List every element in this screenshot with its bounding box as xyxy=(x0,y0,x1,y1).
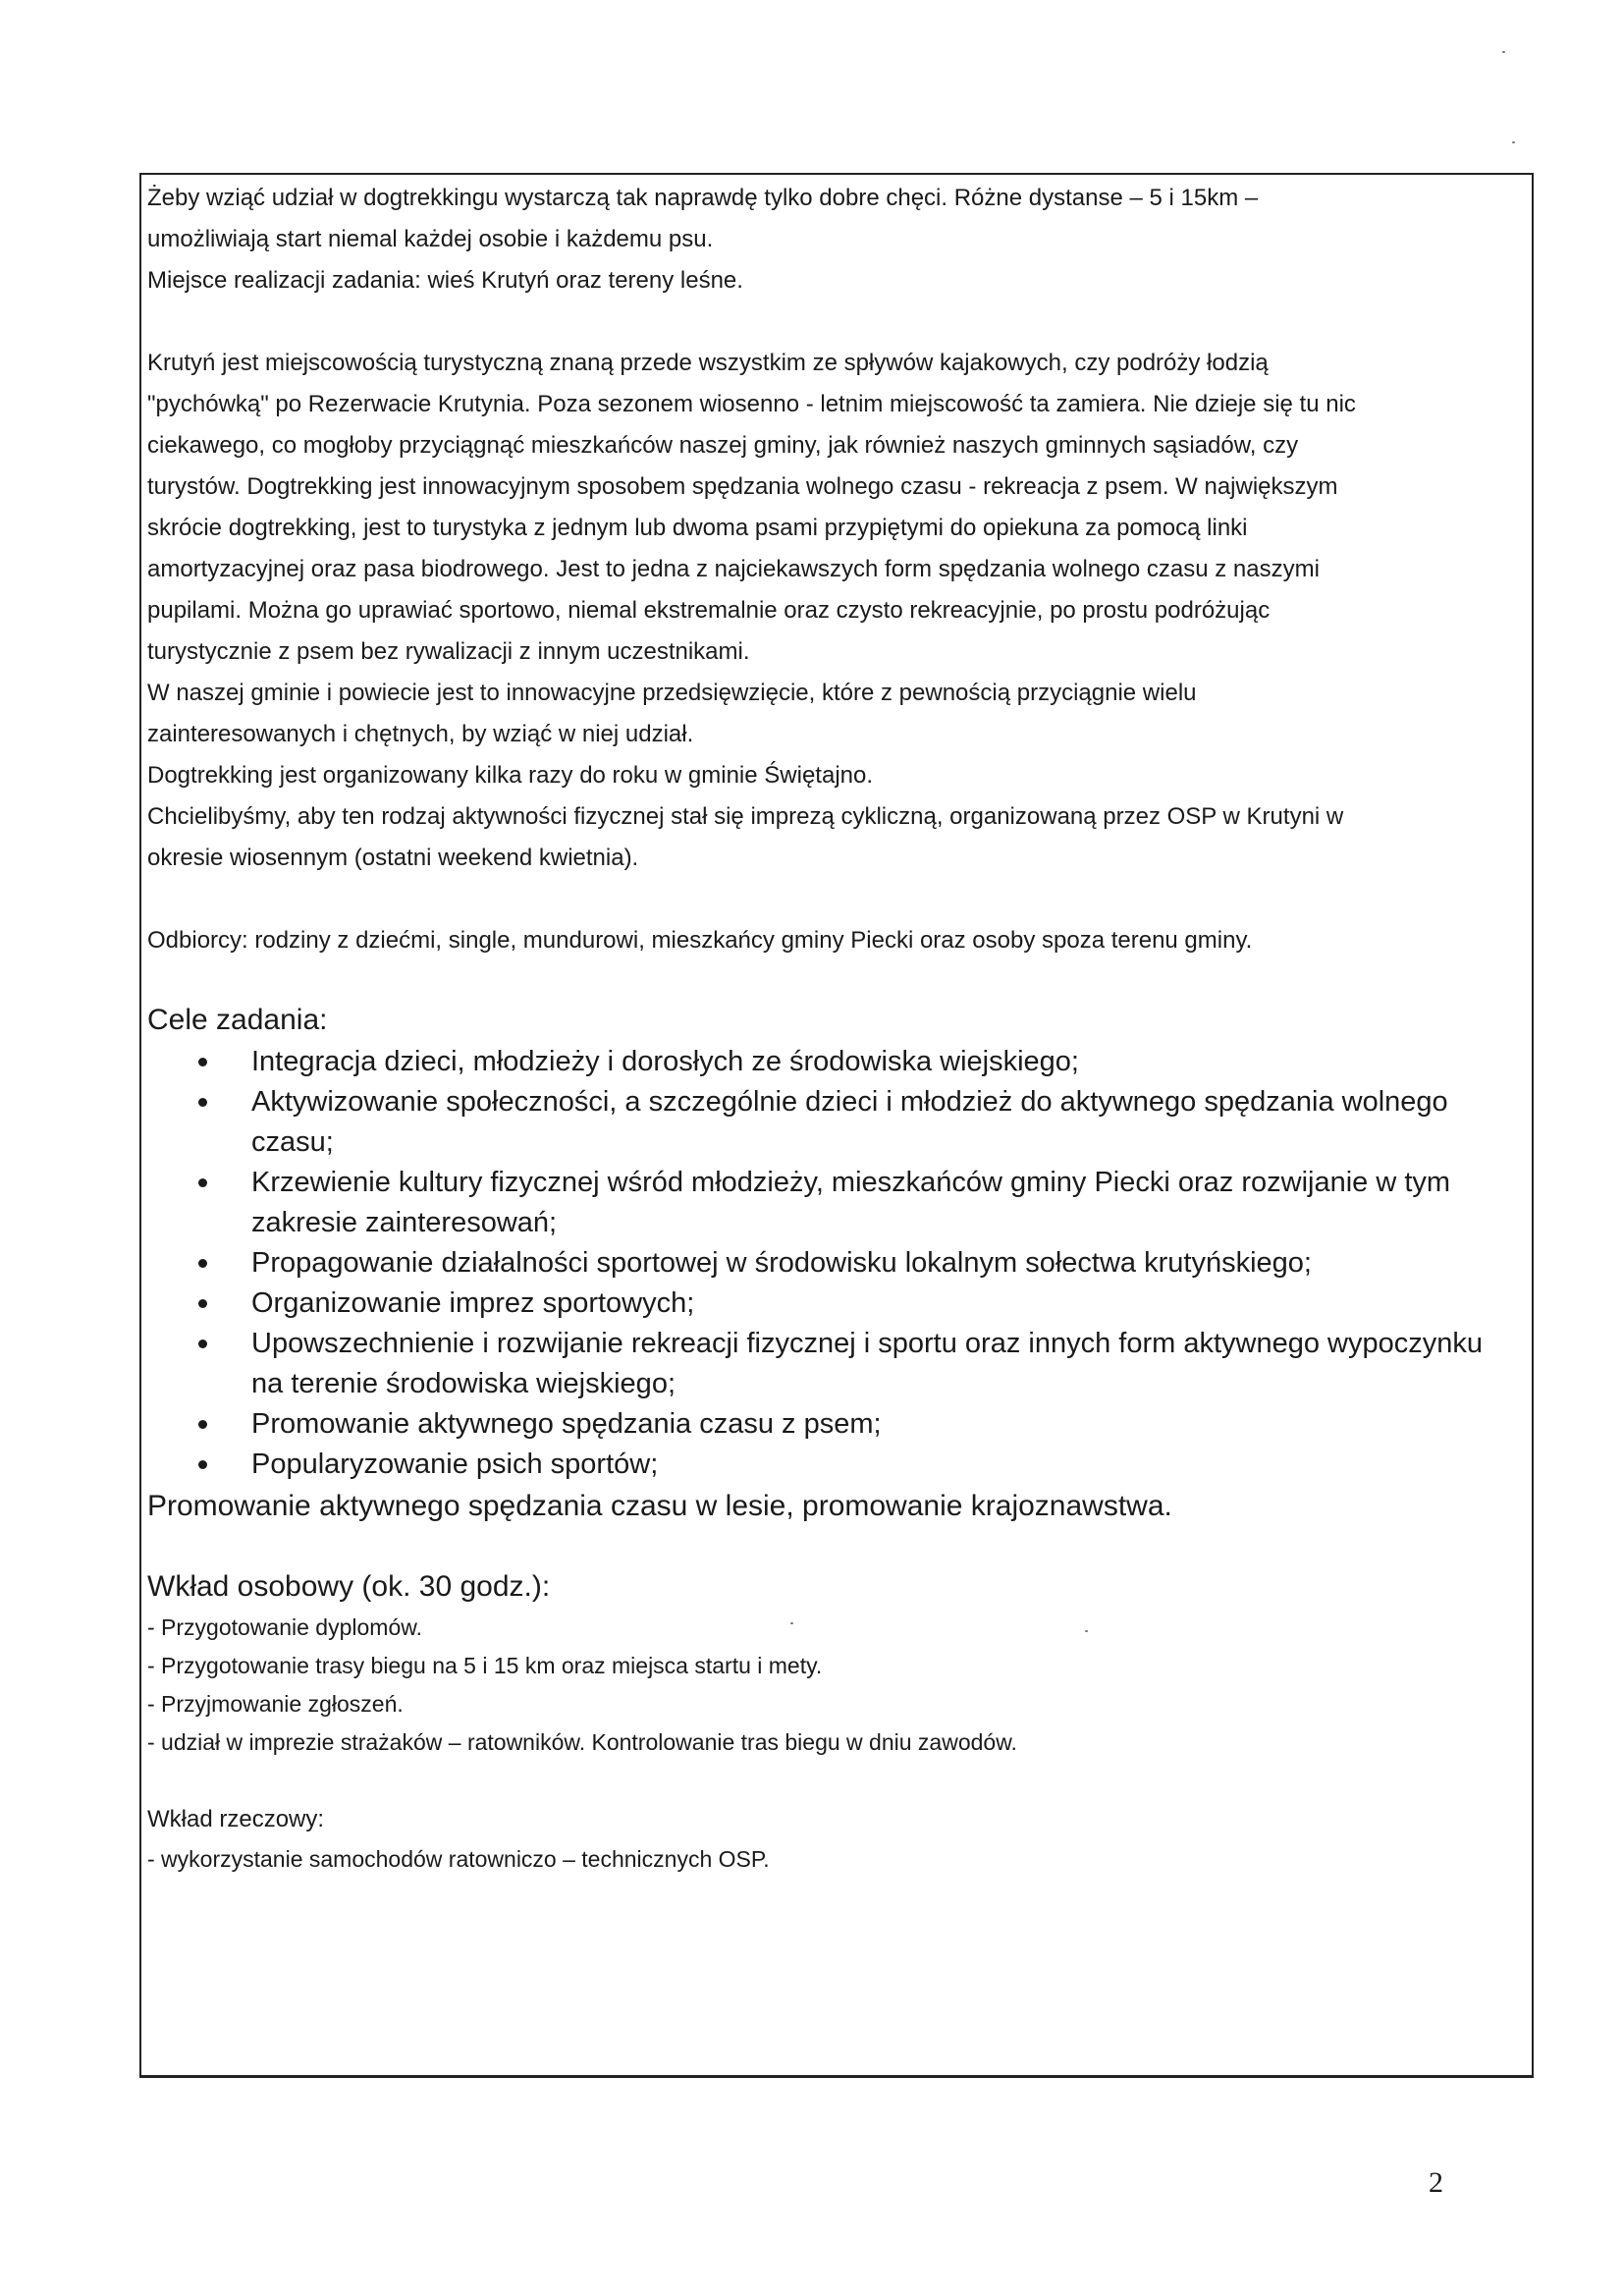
list-item: Krzewienie kultury fizycznej wśród młodzieży, mieszkańców gminy Piecki oraz rozwijanie w tym zakresie zainteresowań; xyxy=(198,1163,1528,1243)
text-line: ciekawego, co mogłoby przyciągnąć mieszkańców naszej gminy, jak również naszych gminnych sąsiadów, czy xyxy=(147,432,1299,459)
text-line: "pychówką" po Rezerwacie Krutynia. Poza sezonem wiosenno - letnim miejscowość ta zamiera. Nie dzieje się tu nic xyxy=(147,391,1356,417)
list-item: - udział w imprezie strażaków – ratowników. Kontrolowanie tras biegu w dniu zawodów. xyxy=(147,1729,1017,1755)
description-paragraph xyxy=(147,343,1534,879)
goals-list xyxy=(147,1042,1534,1485)
list-item: - wykorzystanie samochodów ratowniczo – technicznych OSP. xyxy=(147,1846,770,1872)
text-line: W naszej gminie i powiecie jest to innowacyjne przedsięwzięcie, które z pewnością przyciągnie wielu xyxy=(147,680,1197,706)
recipients-line: Odbiorcy: rodziny z dziećmi, single, mundurowi, mieszkańcy gminy Piecki oraz osoby spoza terenu gminy. xyxy=(147,927,1253,954)
list-item: Propagowanie działalności sportowej w środowisku lokalnym sołectwa krutyńskiego; xyxy=(198,1243,1528,1284)
list-item: Upowszechnienie i rozwijanie rekreacji fizycznej i sportu oraz innych form aktywnego wypoczynku na terenie środowiska wiejskiego; xyxy=(198,1324,1528,1404)
goals-heading: Cele zadania: xyxy=(147,1004,328,1036)
document-body xyxy=(141,175,1534,1879)
text-line: Miejsce realizacji zadania: wieś Krutyń oraz tereny leśne. xyxy=(147,267,743,294)
text-line: turystów. Dogtrekking jest innowacyjnym sposobem spędzania wolnego czasu - rekreacja z psem. W największym xyxy=(147,473,1338,500)
text-line: zainteresowanych i chętnych, by wziąć w niej udział. xyxy=(147,721,694,747)
list-item: - Przygotowanie trasy biegu na 5 i 15 km oraz miejsca startu i mety. xyxy=(147,1653,823,1678)
text-line: Dogtrekking jest organizowany kilka razy do roku w gminie Świętajno. xyxy=(147,762,874,789)
list-item: Popularyzowanie psich sportów; xyxy=(198,1445,1528,1485)
text-line: umożliwiają start niemal każdej osobie i każdemu psu. xyxy=(147,226,714,252)
list-item: Aktywizowanie społeczności, a szczególnie dzieci i młodzież do aktywnego spędzania wolnego czasu; xyxy=(198,1082,1528,1163)
goals-closing: Promowanie aktywnego spędzania czasu w lesie, promowanie krajoznawstwa. xyxy=(147,1490,1172,1522)
text-line: amortyzacyjnej oraz pasa biodrowego. Jest to jedna z najciekawszych form spędzania wolnego czasu z naszymi xyxy=(147,556,1320,582)
list-item: Integracja dzieci, młodzieży i dorosłych ze środowiska wiejskiego; xyxy=(198,1042,1528,1082)
content-frame xyxy=(139,173,1534,2078)
personal-contribution-heading: Wkład osobowy (ok. 30 godz.): xyxy=(147,1570,551,1603)
list-item: - Przyjmowanie zgłoszeń. xyxy=(147,1691,404,1717)
list-item: Promowanie aktywnego spędzania czasu z psem; xyxy=(198,1404,1528,1445)
text-line: okresie wiosennym (ostatni weekend kwietnia). xyxy=(147,845,639,871)
text-line: Krutyń jest miejscowością turystyczną znaną przede wszystkim ze spływów kajakowych, czy podróży łodzią xyxy=(147,350,1269,376)
material-contribution-heading: Wkład rzeczowy: xyxy=(147,1806,325,1832)
intro-paragraph xyxy=(147,178,1534,301)
text-line: pupilami. Można go uprawiać sportowo, niemal ekstremalnie oraz czysto rekreacyjnie, po prostu podróżując xyxy=(147,597,1271,624)
page-number: 2 xyxy=(1429,2166,1443,2199)
text-line: skrócie dogtrekking, jest to turystyka z jednym lub dwoma psami przypiętymi do opiekuna za pomocą linki xyxy=(147,515,1248,541)
text-line: turystycznie z psem bez rywalizacji z innym uczestnikami. xyxy=(147,638,750,665)
list-item: Organizowanie imprez sportowych; xyxy=(198,1284,1528,1324)
list-item: - Przygotowanie dyplomów. xyxy=(147,1614,422,1640)
text-line: Żeby wziąć udział w dogtrekkingu wystarczą tak naprawdę tylko dobre chęci. Różne dystanse – 5 i 15km – xyxy=(147,185,1259,211)
text-line: Chcielibyśmy, aby ten rodzaj aktywności fizycznej stał się imprezą cykliczną, organizowaną przez OSP w Krutyni w xyxy=(147,803,1344,830)
